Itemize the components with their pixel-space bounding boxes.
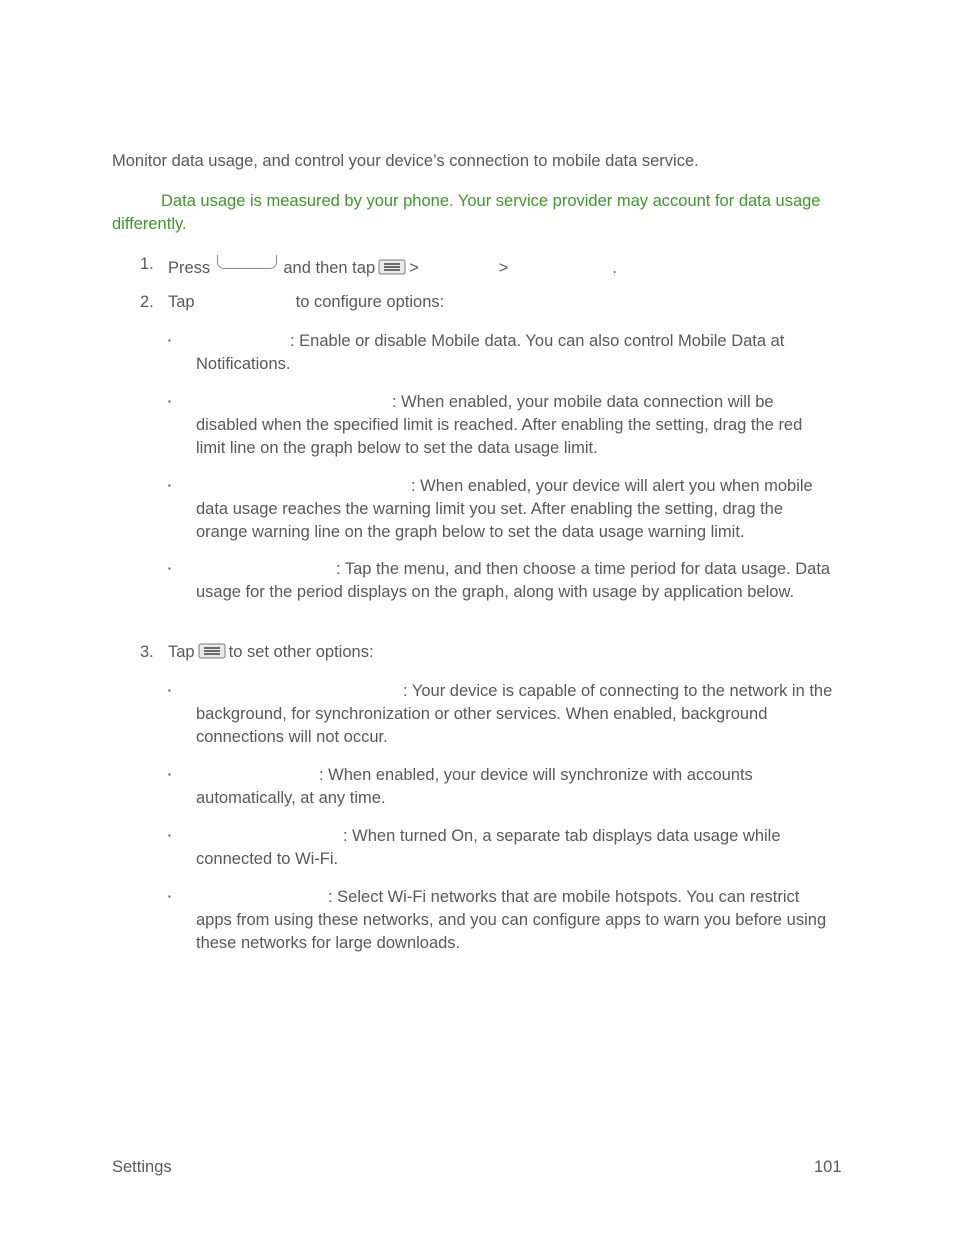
step-1-sep-2: > (498, 259, 509, 277)
home-key-icon (217, 255, 277, 269)
list-item-text: : When turned On, a separate tab displays data usage while connected to Wi-Fi. (196, 827, 781, 868)
step-2-tap: Tap (168, 293, 195, 311)
step-1-line (168, 255, 617, 278)
bullet-marker: ▪ (168, 564, 171, 573)
bullet-marker: ▪ (168, 770, 171, 779)
footer-section-name: Settings (112, 1158, 172, 1176)
menu-key-icon (378, 259, 406, 275)
step-3-number: 3. (140, 643, 154, 661)
bullet-marker: ▪ (168, 397, 171, 406)
list-item (196, 475, 836, 544)
bullet-marker: ▪ (168, 336, 171, 345)
list-item (196, 764, 836, 810)
step-2-number: 2. (140, 293, 154, 311)
footer-page-number: 101 (814, 1158, 842, 1176)
bullet-marker: ▪ (168, 831, 171, 840)
list-item (196, 825, 836, 871)
step-1-press: Press (168, 259, 211, 277)
step-1-then-tap: and then tap (283, 259, 376, 277)
bullet-marker: ▪ (168, 892, 171, 901)
list-item (196, 391, 836, 460)
list-item (196, 886, 836, 955)
menu-key-icon (198, 643, 226, 659)
bullet-marker: ▪ (168, 686, 171, 695)
list-item (196, 330, 836, 376)
list-item-text: : When enabled, your device will alert you when mobile data usage reaches the warning limit you set. After enabling the setting, drag the orange warning line on the graph below to set the data usage warning limit. (196, 477, 813, 541)
list-item-text: : Your device is capable of connecting to the network in the background, for synchronization or other services. When enabled, background connections will not occur. (196, 682, 833, 746)
step-2-rest: to configure options: (295, 293, 445, 311)
step-3-line (168, 643, 374, 662)
step-3-rest: to set other options: (228, 643, 374, 661)
step-1-number: 1. (140, 255, 154, 273)
list-item (196, 558, 836, 604)
step-3-tap: Tap (168, 643, 195, 661)
step-1-sep-1: > (409, 259, 419, 277)
bullet-marker: ▪ (168, 481, 171, 490)
list-item (196, 680, 836, 749)
step-1-end: . (612, 259, 617, 277)
intro-paragraph: Monitor data usage, and control your device’s connection to mobile data service. (112, 152, 699, 170)
list-item-text: : Select Wi-Fi networks that are mobile hotspots. You can restrict apps from using these networks, and you can configure apps to warn you before using these networks for large downloads. (196, 888, 827, 952)
list-item-text: : When enabled, your device will synchronize with accounts automatically, at any time. (196, 766, 753, 807)
step-2-line (168, 293, 444, 312)
list-item-text: : Tap the menu, and then choose a time period for data usage. Data usage for the period displays on the graph, along with usage by application below. (196, 560, 831, 601)
note-paragraph (112, 190, 832, 236)
note-text: Data usage is measured by your phone. Your service provider may account for data usage differently. (112, 192, 821, 233)
list-item-text: : When enabled, your mobile data connection will be disabled when the specified limit is reached. After enabling the setting, drag the red limit line on the graph below to set the data usage limit. (196, 393, 803, 457)
list-item-text: : Enable or disable Mobile data. You can also control Mobile Data at Notifications. (196, 332, 785, 373)
